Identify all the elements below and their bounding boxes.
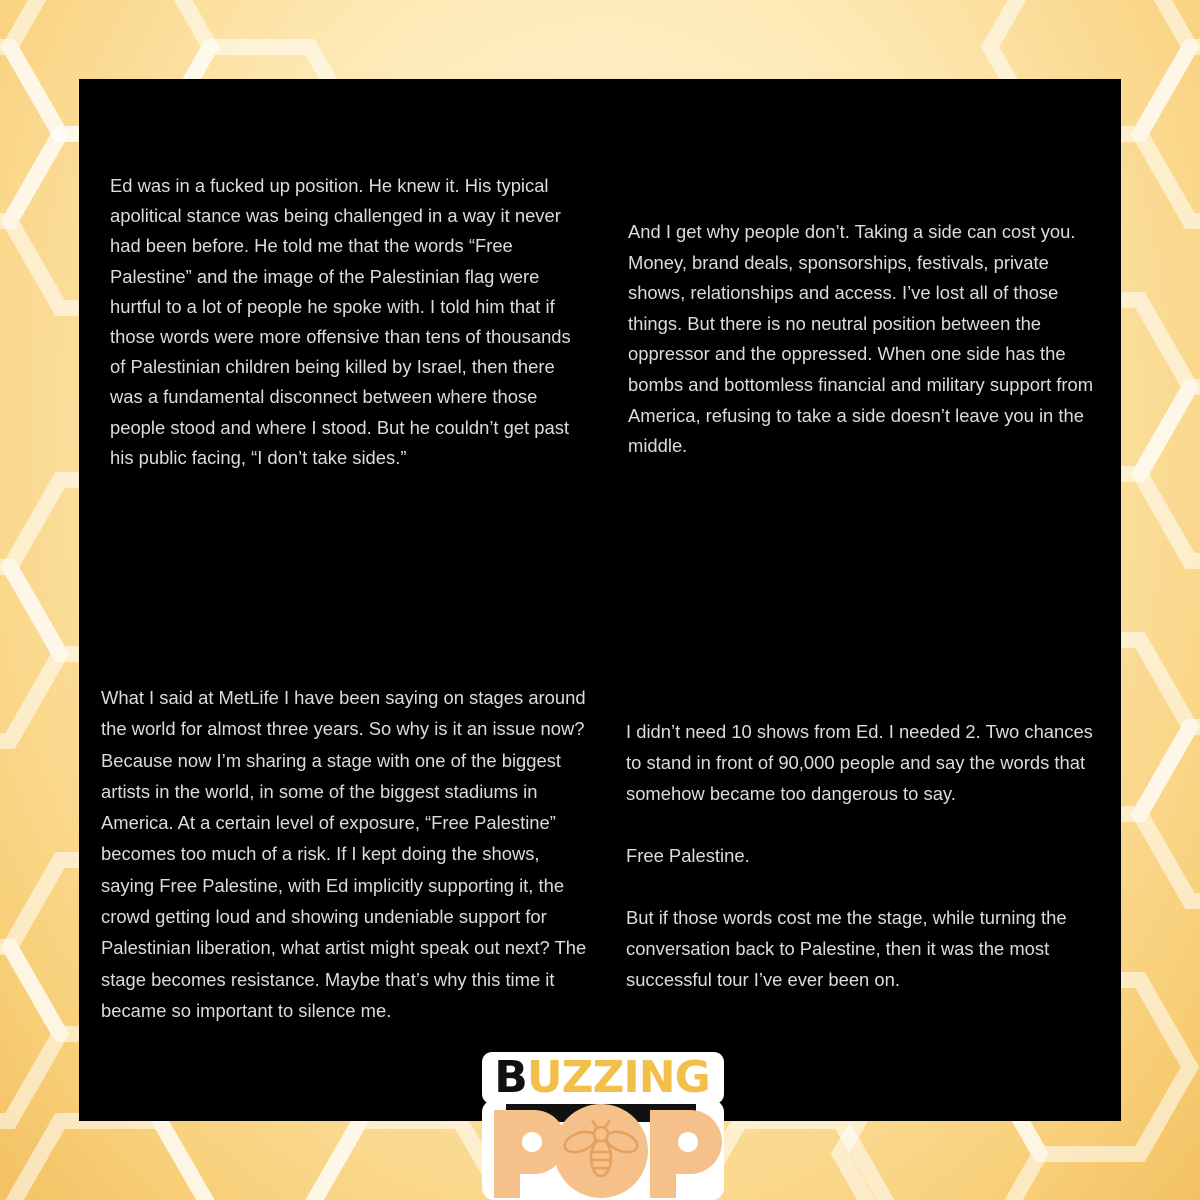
logo-word-rest: UZZING bbox=[526, 1052, 710, 1103]
paragraph-bottom-left: What I said at MetLife I have been saying on stages around the world for almost three years. So why is it an issue now? Because now I’m sharing a stage with one of the biggest artists in the world, in some of the biggest stadiums in America. At a certain level of exposure, “Free Palestine” becomes too much of a risk. If I kept doing the shows, saying Free Palestine, with Ed implicitly supporting it, the crowd getting loud and showing undeniable support for Palestinian liberation, what artist might speak out next? The stage becomes resistance. Maybe that’s why this time it became so important to silence me. bbox=[101, 687, 587, 1021]
buzzing-pop-logo bbox=[480, 1050, 726, 1200]
paragraph-top-right: And I get why people don’t. Taking a side can cost you. Money, brand deals, sponsorships, festivals, private shows, relationships and access. I’ve lost all of those things. But there is no neutral position between the oppressor and the oppressed. When one side has the bombs and bottomless financial and military support from America, refusing to take a side doesn’t leave you in the middle. bbox=[628, 221, 1094, 457]
logo-wordmark-top bbox=[484, 1052, 720, 1102]
paragraph-bottom-right: I didn’t need 10 shows from Ed. I needed 2. Two chances to stand in front of 90,000 people and say the words that somehow became too dangerous to say. Free Palestine. But if those words cost me the stage, while turning the conversation back to Palestine, then it was the most successful tour I’ve ever been on. bbox=[626, 721, 1093, 990]
text-panel bbox=[79, 79, 1121, 1121]
logo-letter-b: B bbox=[494, 1052, 527, 1103]
paragraph-top-left: Ed was in a fucked up position. He knew it. His typical apolitical stance was being challenged in a way it never had been before. He told me that the words “Free Palestine” and the image of the Palestinian flag were hurtful to a lot of people he spoke with. I told him that if those words were more offensive than tens of thousands of Palestinian children being killed by Israel, then there was a fundamental disconnect between where those people stood and where I stood. But he couldn’t get past his public facing, “I don’t take sides.” bbox=[110, 175, 571, 468]
